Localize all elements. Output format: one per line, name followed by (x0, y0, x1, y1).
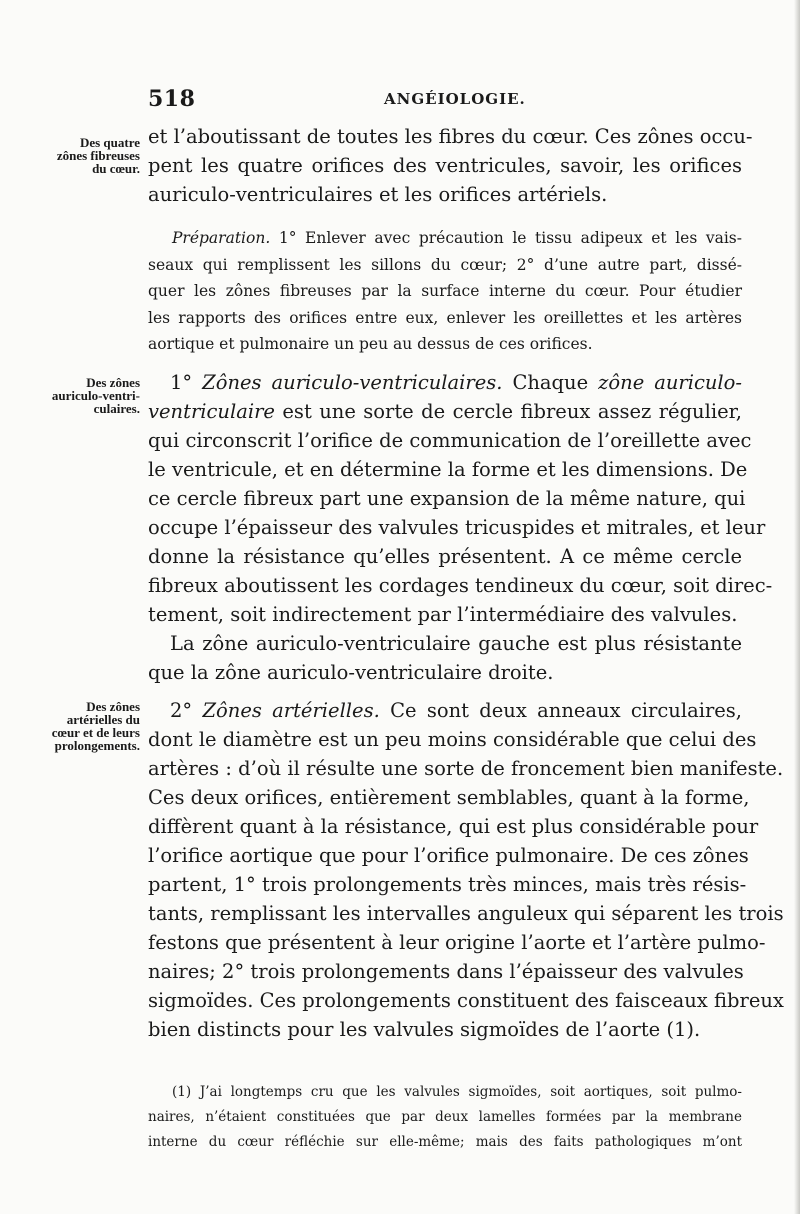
text-line: que la zône auriculo-ventriculaire droite. (148, 661, 554, 684)
text-line: le ventricule, et en détermine la forme et les dimensions. De (148, 458, 748, 481)
text-fragment: est une sorte de cercle fibreux assez régulier, (282, 400, 742, 423)
section-number: 2° (170, 699, 193, 722)
text-fragment: Chaque (512, 371, 589, 394)
margin-note-line: Des zônes (86, 375, 140, 390)
text-line: sigmoïdes. Ces prolongements constituent des faisceaux fibreux (148, 989, 784, 1012)
text-line: quer les zônes fibreuses par la surface interne du cœur. Pour étudier (148, 282, 742, 300)
text-line: tement, soit indirectement par l’intermédiaire des valvules. (148, 603, 738, 626)
term-fragment: zône auriculo- (598, 371, 742, 394)
margin-note-auriculo-ventriculaires (4, 376, 140, 415)
text-line: occupe l’épaisseur des valvules tricuspides et mitrales, et leur (148, 516, 766, 539)
margin-note-line: artérielles du (66, 712, 140, 727)
footnote-line: naires, n’étaient constituées que par deux lamelles formées par la membrane (148, 1109, 742, 1125)
margin-note-line: cœur et de leurs (51, 725, 140, 740)
section-heading: Zônes auriculo-ventriculaires. (202, 371, 503, 394)
margin-note-line: auriculo-ventri- (51, 388, 140, 403)
text-line: bien distincts pour les valvules sigmoïdes de l’aorte (1). (148, 1018, 701, 1041)
running-title: ANGÉIOLOGIE. (384, 90, 526, 108)
margin-note-zones-fibreuses (4, 136, 140, 175)
margin-note-arterielles (4, 700, 140, 752)
paragraph-intro (148, 122, 753, 209)
text-line (148, 696, 742, 725)
margin-note-line: Des quatre (79, 135, 140, 150)
term-fragment: ventriculaire (148, 400, 275, 423)
page-number: 518 (148, 86, 196, 112)
text-line: La zône auriculo-ventriculaire gauche est plus résistante (170, 632, 742, 655)
page-edge-shadow (794, 0, 800, 1214)
text-line: festons que présentent à leur origine l’aorte et l’artère pulmo- (148, 931, 766, 954)
text-line: aortique et pulmonaire un peu au dessus de ces orifices. (148, 335, 593, 353)
text-line (148, 368, 742, 397)
text-line: diffèrent quant à la résistance, qui est plus considérable pour (148, 815, 759, 838)
margin-note-line: prolongements. (54, 738, 140, 753)
section-heading: Zônes artérielles. (202, 699, 380, 722)
text-line: et l’aboutissant de toutes les fibres du cœur. Ces zônes occu- (148, 125, 753, 148)
text-line: fibreux aboutissent les cordages tendineux du cœur, soit direc- (148, 574, 773, 597)
text-line: qui circonscrit l’orifice de communication de l’oreillette avec (148, 429, 752, 452)
margin-note-line: zônes fibreuses (56, 148, 140, 163)
section-arterielles (148, 696, 784, 1044)
text-fragment: 1° Enlever avec précaution le tissu adipeux et les vais- (278, 229, 742, 247)
text-line: les rapports des orifices entre eux, enlever les oreillettes et les artères (148, 308, 742, 327)
text-line: Ces deux orifices, entièrement semblables, quant à la forme, (148, 786, 750, 809)
page-header (148, 86, 748, 110)
margin-note-line: du cœur. (92, 161, 140, 176)
preparation-paragraph (148, 225, 742, 358)
margin-note-line: Des zônes (86, 699, 140, 714)
text-line: seaux qui remplissent les sillons du cœur; 2° d’une autre part, dissé- (148, 255, 742, 274)
section-number: 1° (170, 371, 193, 394)
footnote (148, 1080, 742, 1155)
text-line: pent les quatre orifices des ventricules, savoir, les orifices (148, 154, 742, 177)
text-line: auriculo-ventriculaires et les orifices artériels. (148, 183, 608, 206)
margin-note-line: culaires. (93, 401, 140, 416)
text-line: dont le diamètre est un peu moins considérable que celui des (148, 728, 757, 751)
footnote-line: interne du cœur réfléchie sur elle-même; mais des faits pathologiques m’ont (148, 1134, 742, 1150)
text-fragment: Ce sont deux anneaux circulaires, (390, 699, 743, 722)
text-line (148, 225, 742, 252)
text-line: partent, 1° trois prolongements très minces, mais très résis- (148, 873, 747, 896)
text-line: l’orifice aortique que pour l’orifice pulmonaire. De ces zônes (148, 844, 749, 867)
text-line: artères : d’où il résulte une sorte de froncement bien manifeste. (148, 757, 784, 780)
text-line: tants, remplissant les intervalles anguleux qui séparent les trois (148, 902, 784, 925)
text-line: donne la résistance qu’elles présentent. A ce même cercle (148, 545, 742, 568)
text-line: naires; 2° trois prolongements dans l’épaisseur des valvules (148, 960, 744, 983)
section-auriculo-ventriculaires (148, 368, 773, 687)
text-line (148, 397, 742, 426)
text-line: ce cercle fibreux part une expansion de la même nature, qui (148, 487, 746, 510)
footnote-line: (1) J’ai longtemps cru que les valvules sigmoïdes, soit aortiques, soit pulmo- (172, 1084, 742, 1100)
preparation-label: Préparation. (172, 229, 271, 247)
